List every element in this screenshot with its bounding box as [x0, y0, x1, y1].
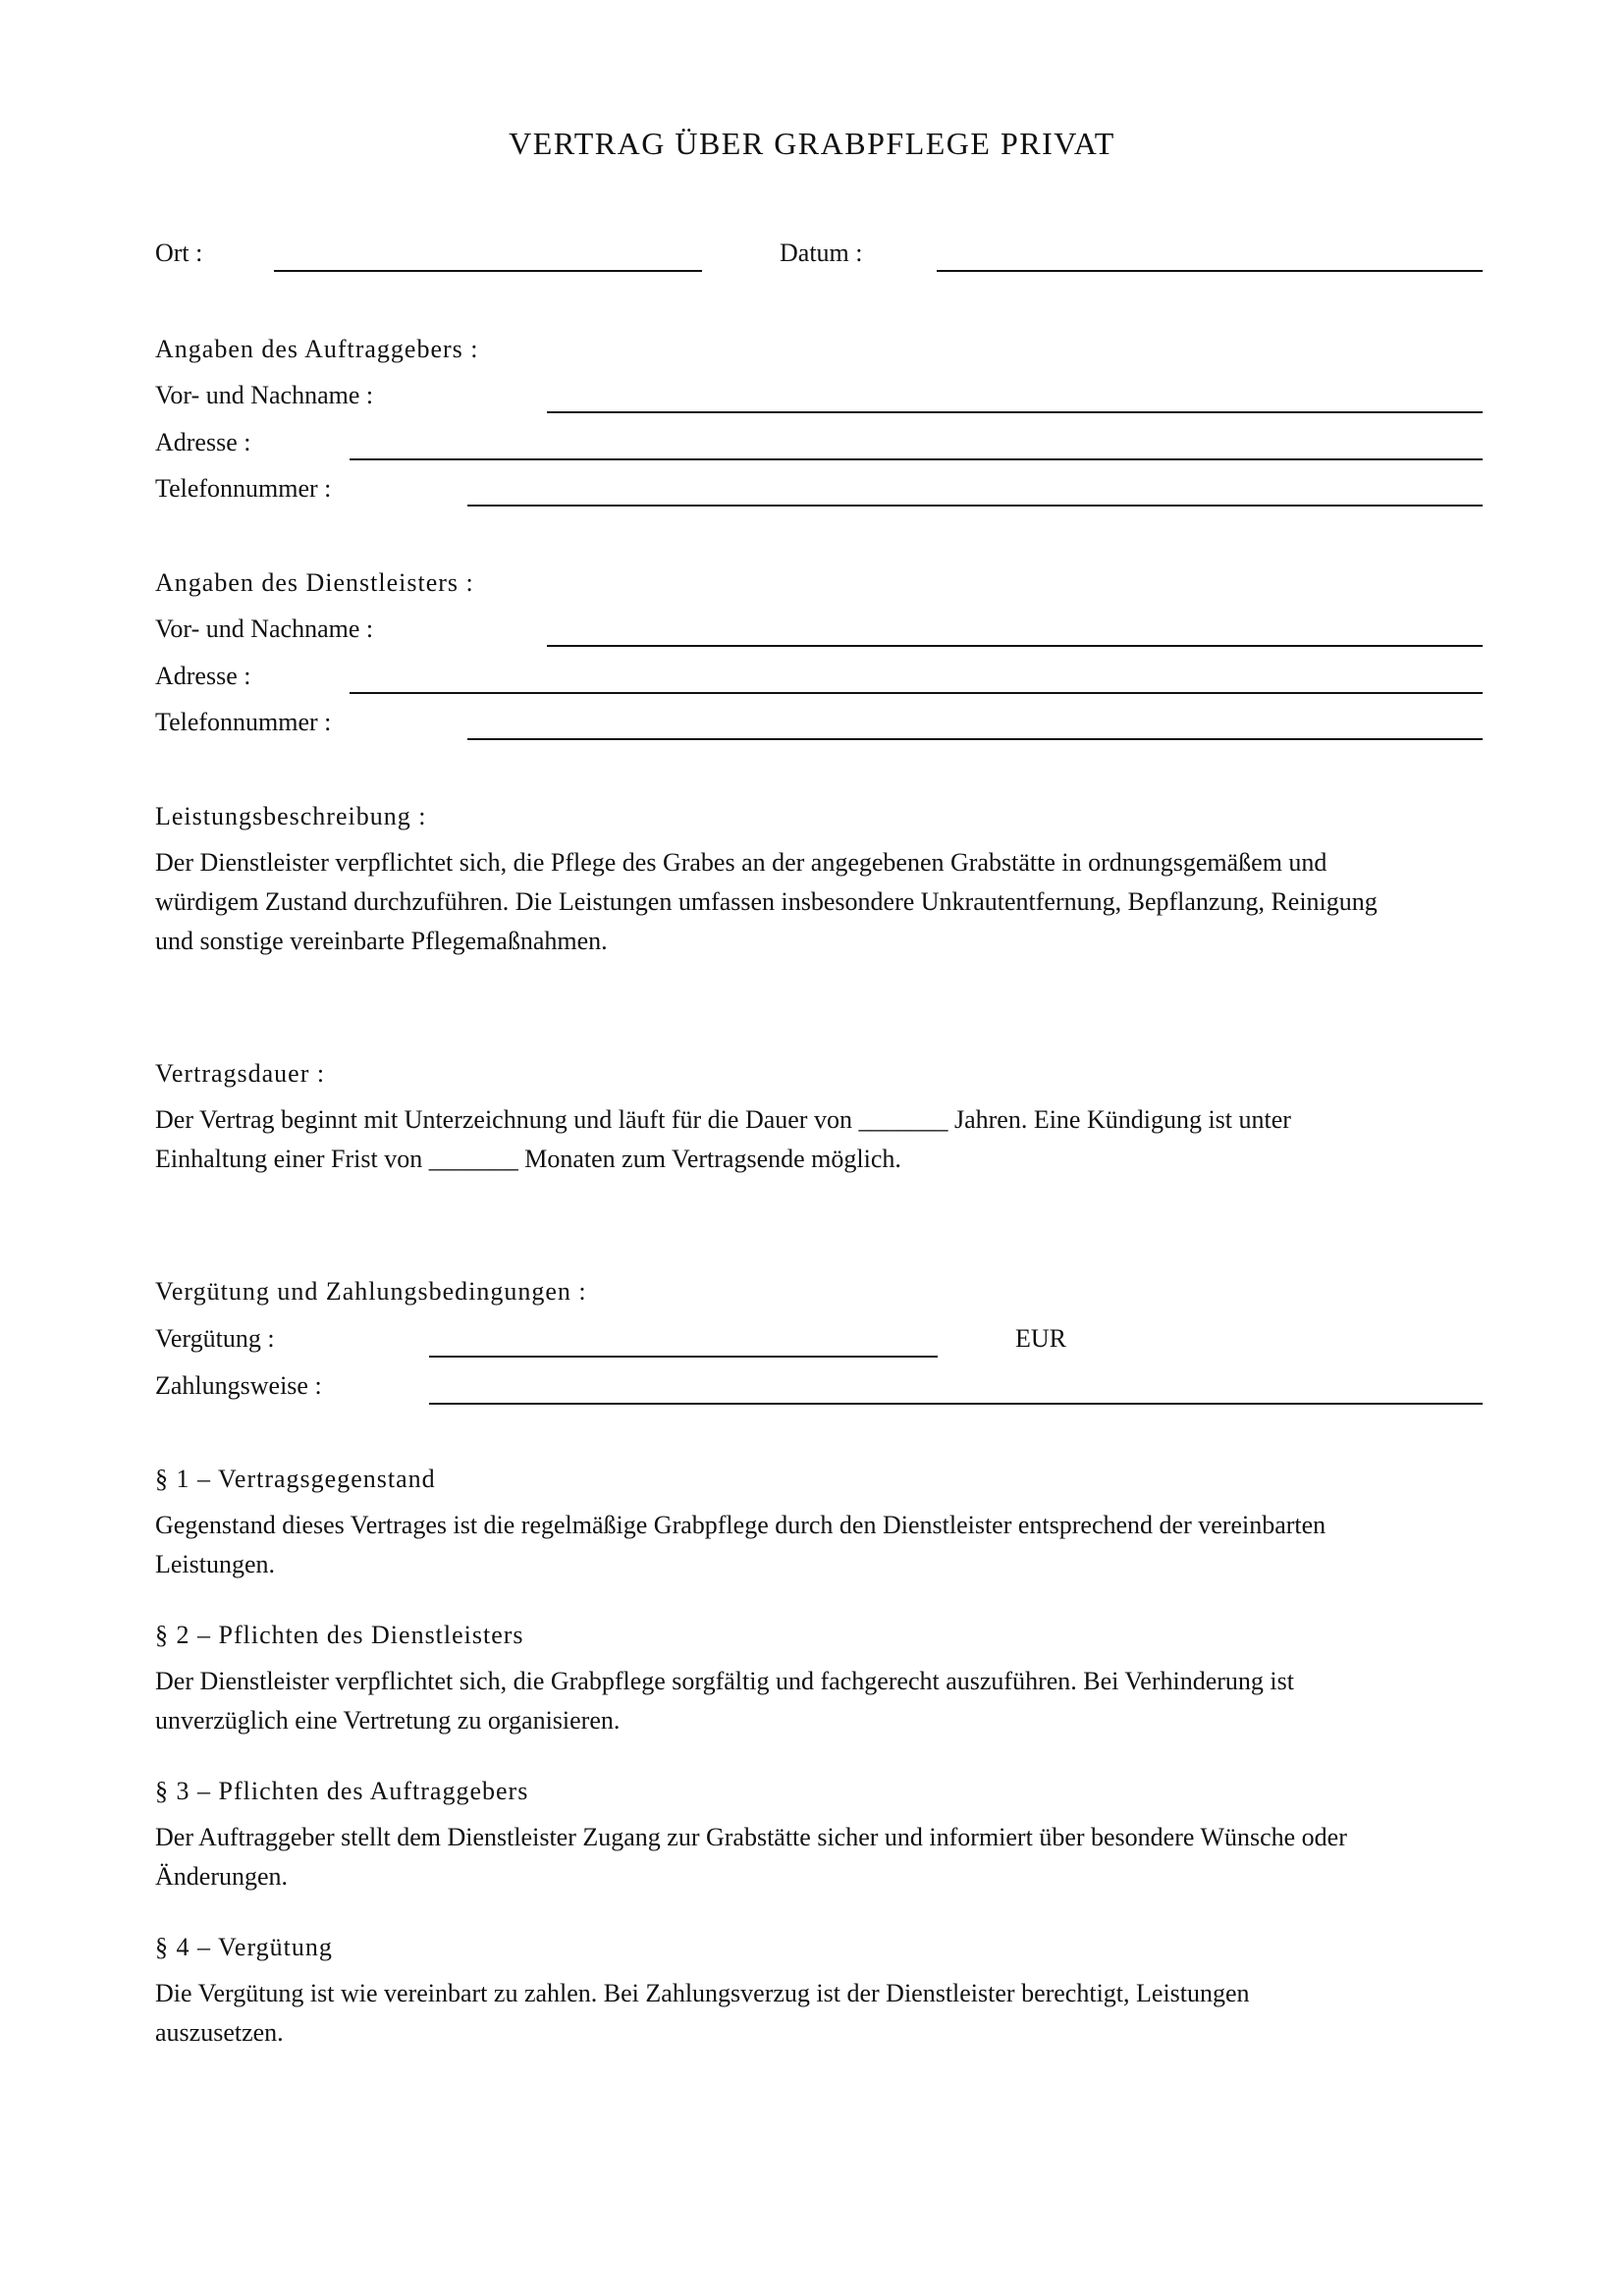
dienstleister-name-field[interactable]	[547, 645, 1483, 647]
paragraph-1-heading: § 1 – Vertragsgegenstand	[155, 1465, 436, 1493]
leistung-text-line: würdigem Zustand durchzuführen. Die Leistungen umfassen insbesondere Unkrautentfernung, Bepflanzung, Reinigung	[155, 887, 1378, 916]
dienstleister-adresse-field[interactable]	[350, 692, 1483, 694]
zahlungsweise-label: Zahlungsweise :	[155, 1371, 322, 1400]
leistung-text-line: Der Dienstleister verpflichtet sich, die Pflege des Grabes an der angegebenen Grabstätte in ordnungsgemäßem und	[155, 848, 1327, 877]
currency-label: EUR	[1015, 1324, 1066, 1353]
datum-label: Datum :	[780, 239, 863, 267]
paragraph-4-text-line: Die Vergütung ist wie vereinbart zu zahlen. Bei Zahlungsverzug ist der Dienstleister berechtigt, Leistungen	[155, 1979, 1250, 2007]
dienstleister-heading: Angaben des Dienstleisters :	[155, 568, 474, 597]
paragraph-2-heading: § 2 – Pflichten des Dienstleisters	[155, 1621, 524, 1649]
dienstleister-telefon-field[interactable]	[467, 738, 1483, 740]
ort-field[interactable]	[274, 270, 702, 272]
ort-label: Ort :	[155, 239, 203, 267]
auftraggeber-heading: Angaben des Auftraggebers :	[155, 335, 479, 363]
auftraggeber-adresse-label: Adresse :	[155, 428, 251, 456]
paragraph-3-text-line: Der Auftraggeber stellt dem Dienstleister Zugang zur Grabstätte sicher und informiert über besondere Wünsche oder	[155, 1823, 1347, 1851]
auftraggeber-telefon-field[interactable]	[467, 505, 1483, 507]
paragraph-4-text-line: auszusetzen.	[155, 2018, 284, 2047]
auftraggeber-adresse-field[interactable]	[350, 458, 1483, 460]
datum-field[interactable]	[937, 270, 1483, 272]
paragraph-3-heading: § 3 – Pflichten des Auftraggebers	[155, 1777, 529, 1805]
paragraph-2-text-line: unverzüglich eine Vertretung zu organisieren.	[155, 1706, 621, 1735]
leistung-text-line: und sonstige vereinbarte Pflegemaßnahmen.	[155, 927, 608, 955]
paragraph-1-text-line: Leistungen.	[155, 1550, 276, 1578]
zahlungsweise-field[interactable]	[429, 1403, 1483, 1405]
paragraph-1-text-line: Gegenstand dieses Vertrages ist die regelmäßige Grabpflege durch den Dienstleister entsprechend der vereinbarten	[155, 1511, 1326, 1539]
dienstleister-telefon-label: Telefonnummer :	[155, 708, 332, 736]
document-title: VERTRAG ÜBER GRABPFLEGE PRIVAT	[509, 126, 1115, 161]
auftraggeber-name-field[interactable]	[547, 411, 1483, 413]
paragraph-4-heading: § 4 – Vergütung	[155, 1933, 333, 1961]
auftraggeber-telefon-label: Telefonnummer :	[155, 474, 332, 503]
paragraph-3-text-line: Änderungen.	[155, 1862, 289, 1891]
dauer-text-line: Der Vertrag beginnt mit Unterzeichnung und läuft für die Dauer von _______ Jahren. Eine Kündigung ist unter	[155, 1105, 1291, 1134]
leistung-heading: Leistungsbeschreibung :	[155, 802, 427, 830]
paragraph-2-text-line: Der Dienstleister verpflichtet sich, die Grabpflege sorgfältig und fachgerecht auszuführen. Bei Verhinderung ist	[155, 1667, 1294, 1695]
dienstleister-adresse-label: Adresse :	[155, 662, 251, 690]
dauer-text-line: Einhaltung einer Frist von _______ Monaten zum Vertragsende möglich.	[155, 1145, 901, 1173]
verguetung-heading: Vergütung und Zahlungsbedingungen :	[155, 1277, 587, 1306]
auftraggeber-name-label: Vor- und Nachname :	[155, 381, 374, 409]
dienstleister-name-label: Vor- und Nachname :	[155, 614, 374, 643]
verguetung-field[interactable]	[429, 1356, 938, 1358]
dauer-heading: Vertragsdauer :	[155, 1059, 326, 1088]
verguetung-label: Vergütung :	[155, 1324, 275, 1353]
